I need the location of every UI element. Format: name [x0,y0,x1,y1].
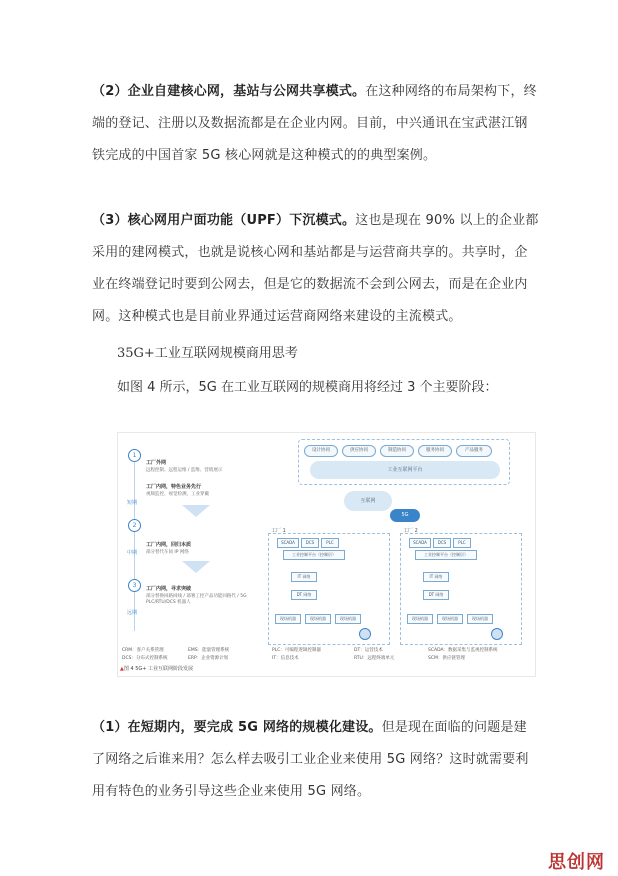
worker-icon [491,628,503,640]
legend-item: SCADA：数据采集与监视控制系统 [428,648,498,653]
factory-box: IT 网络 [423,572,449,582]
paragraph-heading: （3）核心网用户面功能（UPF）下沉模式。 [92,213,356,228]
factory-box: SCADA [277,538,299,548]
stage-number: 3 [128,579,141,592]
paragraph-body: 这也是现在 90% 以上的企业都采用的建网模式，也就是说核心网和基站都是与运营商共享的。共享时，企业在终端登记时要到公网去，但是它的数据流不会到公网去，而是在企业内网。这种模式也是目前业界通过运营商网络来建设的主流模式。 [92,213,539,324]
5g-cloud: 5G [390,509,420,522]
app-pill: 设计协同 [304,445,338,457]
factory-box: 工业控制平台（控制层） [415,550,477,560]
stage-arrow-icon [182,561,210,573]
legend-item: SCM：供应链管理 [428,656,465,661]
legend-item: CRM：客户关系管理 [122,648,164,653]
worker-icon [359,628,371,640]
factory-box: PLC [453,538,471,548]
legend-item: RTU：远程终端单元 [354,656,395,661]
factory-label: 工厂 1 [271,528,286,534]
stage-timeline [122,437,262,647]
stage-title: 工厂内网，特色业务先行 [146,484,202,490]
stage-arrow-icon [182,505,210,517]
factory-1-area [268,528,390,645]
caption-marker-icon: ▲ [120,666,124,672]
caption-text: 图 4 5G+ 工业互联网阶段发展 [123,666,194,672]
factory-box: DT 网络 [423,590,449,600]
paragraph-short-term [92,712,540,808]
app-pill: 服务协同 [418,445,452,457]
factory-box: 工业控制平台（控制层） [283,550,345,560]
factory-box: SCADA [409,538,431,548]
legend-item: DT：运营技术 [354,648,383,653]
factory-box: DCS [301,538,319,548]
watermark-logo: 思创网 [548,852,605,873]
section-subheading: 35G+工业互联网规模商用思考 [117,346,298,361]
stage-title: 工厂内网，寻求突破 [146,586,192,592]
factory-box: 现场机器 [275,614,301,624]
internet-cloud: 互联网 [344,491,392,511]
factory-label: 工厂 2 [403,528,418,534]
factory-box: DCS [433,538,451,548]
stage-desc: 远程控制、远程运维 / 监维、营销展示 [146,468,223,473]
app-pill: 产品服务 [456,445,492,457]
stage-title: 工厂外网 [146,460,167,466]
paragraph-heading: （2）企业自建核心网，基站与公网共享模式。 [92,84,366,99]
timeline-line [134,451,135,631]
legend-item: EMS：能量管理系统 [188,648,230,653]
stage-desc: 部分替换回路回线 / 部署工控产品功能回路代 / 5G PLC/RTU/DCS 机器人 [146,594,247,605]
stage-period: 远期 [126,610,137,616]
paragraph-body: 但是现在面临的问题是建了网络之后谁来用？怎么样去吸引工业企业来使用 5G 网络？这时就需要利用有特色的业务引导这些企业来使用 5G 网络。 [92,720,529,799]
stage-desc: 部分替代车间 IP 网络 [146,550,189,555]
factory-box: 现场机器 [467,614,493,624]
factory-box: 现场机器 [335,614,361,624]
paragraph-upf-sinking [92,205,540,333]
factory-box: PLC [321,538,339,548]
factory-box: IT 网络 [291,572,317,582]
legend-item: ERP：企业资源计划 [188,656,229,661]
stage-title: 工厂内网，回归本质 [146,542,192,548]
stage-number: 1 [128,449,141,462]
legend-item: IT：信息技术 [272,656,299,661]
legend-item: DCS：分布式控制系统 [122,656,168,661]
stage-desc: 视频监控、视觉检测、工业穿戴 [146,492,209,497]
app-pill: 供应协同 [342,445,376,457]
factory-box: 现场机器 [305,614,331,624]
stage-period: 中期 [126,550,137,556]
factory-box: 现场机器 [437,614,463,624]
factory-2-area [400,528,522,645]
figure-intro-line: 如图 4 所示，5G 在工业互联网的规模商用将经过 3 个主要阶段： [117,380,498,395]
platform-cloud: 工业互联网平台 [310,461,500,479]
architecture-diagram [266,435,532,645]
factory-box: 现场机器 [407,614,433,624]
stage-period: 短期 [126,500,137,506]
figure-caption [120,665,193,672]
stage-number: 2 [128,519,141,532]
paragraph-enterprise-core-network [92,76,540,172]
figure-5g-industrial-internet [117,432,536,677]
app-pill: 制造协同 [380,445,414,457]
factory-box: DT 网络 [291,590,317,600]
paragraph-body: 在这种网络的布局架构下，终端的登记、注册以及数据流都是在企业内网。目前，中兴通讯在宝武湛江钢铁完成的中国首家 5G 核心网就是这种模式的的典型案例。 [92,84,537,163]
legend-item: PLC：可编程逻辑控制器 [272,648,321,653]
paragraph-heading: （1）在短期内，要完成 5G 网络的规模化建设。 [92,720,382,735]
